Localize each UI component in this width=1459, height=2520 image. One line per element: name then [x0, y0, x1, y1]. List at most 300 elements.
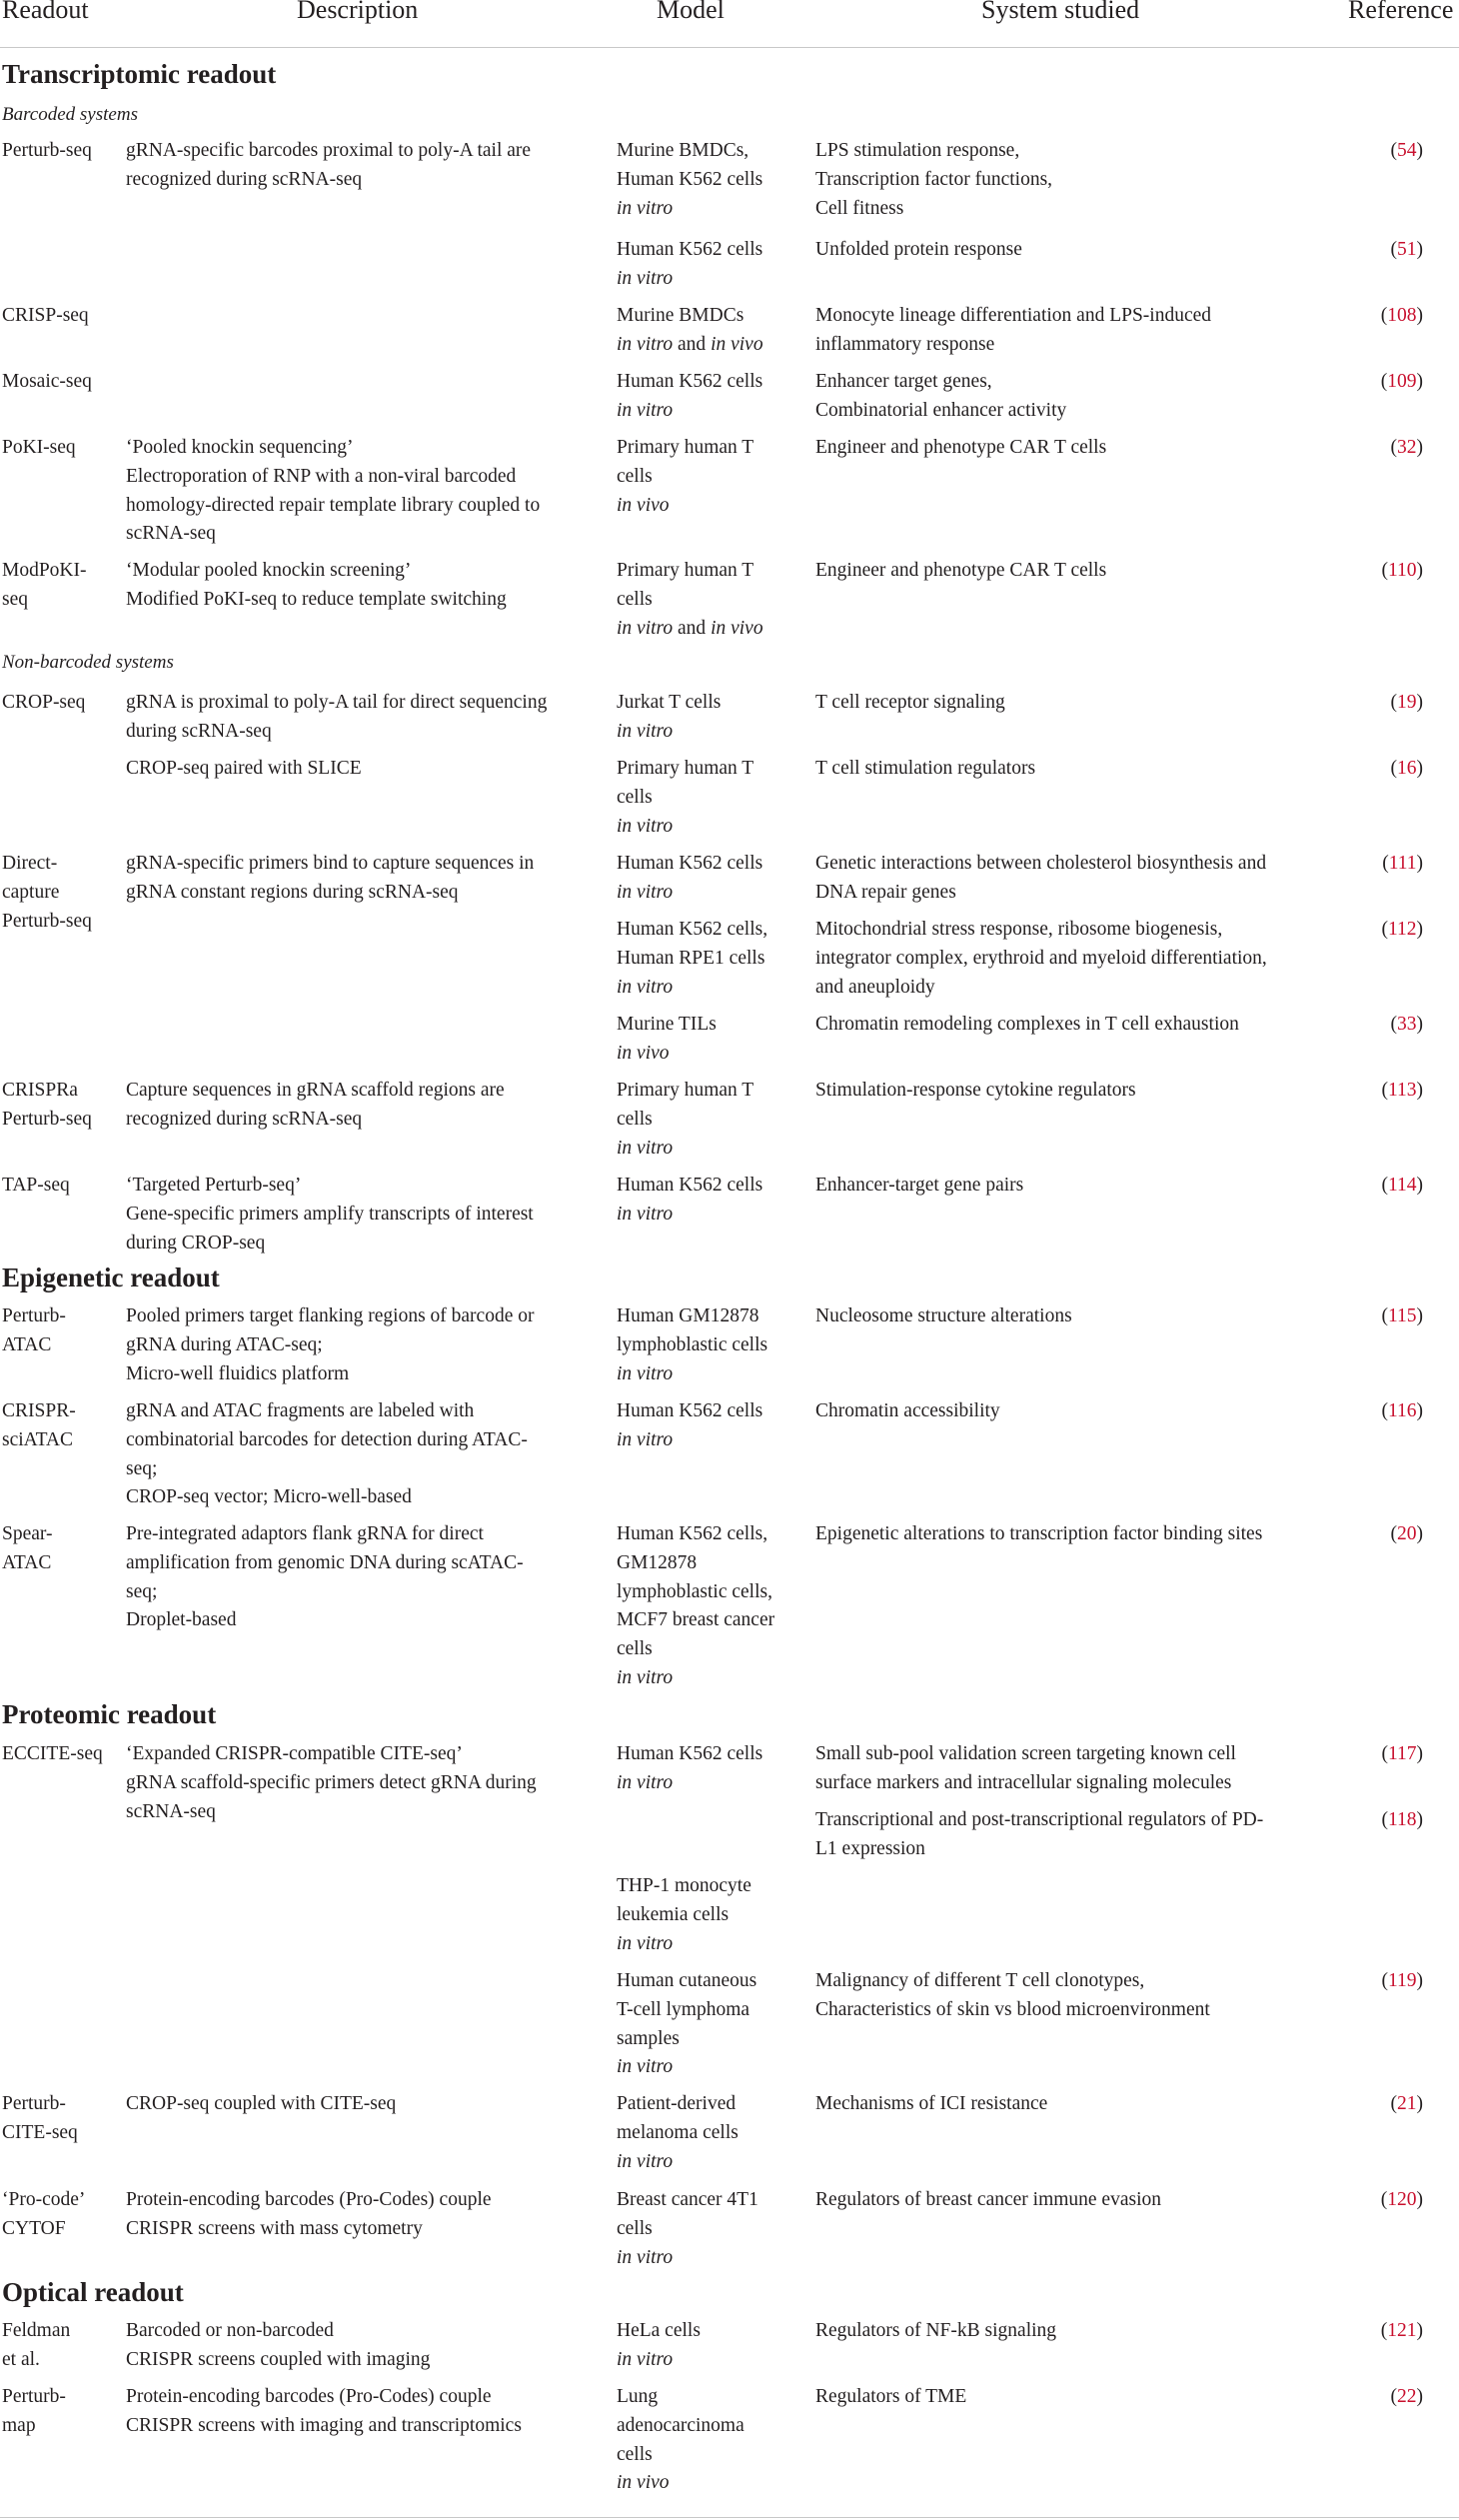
reference-number[interactable]: 51: [1397, 239, 1417, 260]
reference-link[interactable]: [1391, 1520, 1424, 1549]
paren-open: (: [1381, 1400, 1388, 1421]
table-bottom-rule: [0, 2517, 1459, 2518]
desc-line: Micro-well fluidics platform: [126, 1362, 350, 1384]
reference-link[interactable]: [1391, 2383, 1424, 2412]
readout-line: CRISPRa: [2, 1080, 78, 1101]
reference-link[interactable]: [1381, 916, 1423, 945]
cell-desc: [126, 137, 531, 195]
reference-link[interactable]: [1381, 368, 1423, 397]
cell-system: [815, 434, 1106, 463]
readout-line: seq: [2, 588, 28, 610]
cell-model: [617, 1397, 762, 1455]
paren-close: ): [1416, 853, 1423, 874]
model-line: in vitro: [617, 1771, 674, 1793]
model-line: in vitro: [617, 2246, 674, 2268]
paren-open: (: [1390, 239, 1397, 260]
model-line: THP-1 monocyte: [617, 1875, 751, 1896]
cell-model: [617, 850, 762, 908]
readout-line: CITE-seq: [2, 2121, 78, 2143]
reference-link[interactable]: [1381, 1397, 1423, 1426]
cell-model: [617, 916, 767, 1002]
paren-close: ): [1416, 1175, 1423, 1196]
reference-number[interactable]: 115: [1387, 1305, 1417, 1326]
paren-close: ): [1416, 140, 1423, 161]
reference-link[interactable]: [1391, 689, 1424, 718]
desc-line: homology-directed repair template library coupled to: [126, 494, 541, 516]
system-line: Stimulation-response cytokine regulators: [815, 1080, 1136, 1101]
desc-line: Pre-integrated adaptors flank gRNA for direct: [126, 1523, 484, 1544]
paren-close: ): [1416, 2093, 1423, 2114]
system-line: Engineer and phenotype CAR T cells: [815, 560, 1107, 581]
paren-close: ): [1416, 1305, 1423, 1326]
system-line: Regulators of breast cancer immune evasion: [815, 2189, 1162, 2210]
desc-line: CRISPR screens coupled with imaging: [126, 2348, 431, 2370]
subsection-nonbarcoded: Non-barcoded systems: [2, 652, 174, 673]
cell-model: [617, 1872, 751, 1958]
cell-readout: [2, 2090, 78, 2148]
model-line: Human K562 cells: [617, 371, 763, 392]
readout-line: Perturb-: [2, 1305, 66, 1326]
paren-open: (: [1380, 305, 1388, 326]
desc-line: ‘Targeted Perturb-seq’: [126, 1175, 302, 1196]
model-line: Jurkat T cells: [617, 692, 722, 713]
reference-number[interactable]: 120: [1387, 2189, 1417, 2210]
reference-link[interactable]: [1381, 557, 1423, 586]
reference-link[interactable]: [1381, 1172, 1423, 1201]
system-line: surface markers and intracellular signaling molecules: [815, 1771, 1232, 1793]
model-line: melanoma cells: [617, 2121, 738, 2143]
reference-link[interactable]: [1381, 2317, 1423, 2346]
reference-number[interactable]: 22: [1397, 2386, 1417, 2407]
cell-system: [815, 302, 1211, 360]
reference-number[interactable]: 117: [1387, 1743, 1417, 1764]
cell-model: [617, 434, 753, 520]
cell-desc: [126, 850, 534, 908]
cell-readout: [2, 2317, 70, 2375]
system-line: Genetic interactions between cholesterol biosynthesis and: [815, 853, 1267, 874]
reference-link[interactable]: [1381, 1740, 1423, 1769]
model-line: in vitro: [617, 2056, 674, 2078]
reference-link[interactable]: [1381, 1967, 1423, 1996]
cell-model: [617, 1967, 756, 2082]
cell-model: [617, 1740, 762, 1798]
model-line: in vitro: [617, 1362, 674, 1384]
cell-desc: [126, 689, 547, 747]
system-line: Combinatorial enhancer activity: [815, 399, 1067, 421]
model-line: in vivo: [617, 2472, 670, 2494]
model-line: samples: [617, 2027, 680, 2049]
paren-close: ): [1416, 2320, 1423, 2341]
readout-line: CRISP-seq: [2, 305, 89, 326]
system-line: Regulators of NF-kB signaling: [815, 2320, 1057, 2341]
system-line: Chromatin accessibility: [815, 1400, 1000, 1421]
cell-system: [815, 916, 1267, 1002]
model-line: lymphoblastic cells,: [617, 1580, 772, 1602]
cell-model: [617, 1520, 774, 1693]
paren-open: (: [1382, 853, 1389, 874]
readout-line: CRISPR-: [2, 1400, 76, 1421]
reference-link[interactable]: [1391, 434, 1424, 463]
model-line: in vitro: [617, 815, 674, 837]
cell-system: [815, 850, 1266, 908]
reference-link[interactable]: [1381, 302, 1423, 331]
paren-close: ): [1416, 437, 1423, 458]
paren-open: (: [1390, 758, 1397, 779]
paren-open: (: [1381, 919, 1388, 940]
system-line: Regulators of TME: [815, 2386, 967, 2407]
paren-open: (: [1381, 1080, 1388, 1101]
reference-link[interactable]: [1391, 1011, 1424, 1040]
model-line: Human K562 cells: [617, 853, 763, 874]
reference-number[interactable]: 121: [1387, 2320, 1417, 2341]
model-line: Murine BMDCs,: [617, 140, 749, 161]
system-line: Mechanisms of ICI resistance: [815, 2093, 1048, 2114]
desc-line: CRISPR screens with mass cytometry: [126, 2217, 423, 2239]
readout-line: ATAC: [2, 1551, 52, 1573]
cell-desc: [126, 1520, 524, 1635]
reference-link[interactable]: [1391, 755, 1424, 784]
cell-readout: [2, 2186, 85, 2244]
reference-number[interactable]: 116: [1387, 1400, 1417, 1421]
paren-open: (: [1390, 2093, 1397, 2114]
model-line: in vivo: [617, 494, 670, 516]
readout-line: CROP-seq: [2, 692, 86, 713]
desc-line: gRNA during ATAC-seq;: [126, 1333, 323, 1355]
reference-link[interactable]: [1382, 850, 1423, 879]
desc-line: amplification from genomic DNA during scATAC-: [126, 1551, 524, 1573]
paren-open: (: [1390, 1014, 1397, 1035]
reference-number[interactable]: 119: [1387, 1970, 1417, 1991]
model-line: in vitro: [617, 2150, 674, 2172]
cell-readout: [2, 689, 85, 718]
paren-open: (: [1381, 1175, 1388, 1196]
readout-line: et al.: [2, 2348, 40, 2370]
system-line: inflammatory response: [815, 333, 995, 355]
model-line: Primary human T: [617, 560, 754, 581]
paren-close: ): [1416, 1080, 1423, 1101]
cell-readout: [2, 137, 92, 166]
system-line: LPS stimulation response,: [815, 140, 1020, 161]
desc-line: scRNA-seq: [126, 1800, 216, 1822]
model-line: Human K562 cells,: [617, 919, 768, 940]
cell-model: [617, 1172, 762, 1230]
header-system: System studied: [981, 0, 1140, 24]
cell-readout: [2, 1172, 70, 1201]
cell-desc: [126, 1302, 534, 1388]
model-line: in vitro: [617, 881, 674, 903]
desc-line: recognized during scRNA-seq: [126, 168, 363, 190]
paren-open: (: [1381, 560, 1388, 581]
reference-number[interactable]: 54: [1397, 140, 1417, 161]
model-line: Lung: [617, 2386, 659, 2407]
cell-model: [617, 137, 762, 223]
subsection-barcoded: Barcoded systems: [2, 104, 138, 125]
cell-model: [617, 1077, 753, 1163]
model-line: Human K562 cells: [617, 1400, 763, 1421]
model-line: lymphoblastic cells: [617, 1333, 768, 1355]
cell-system: [815, 1740, 1236, 1798]
header-model: Model: [657, 0, 725, 24]
system-line: T cell receptor signaling: [815, 692, 1005, 713]
model-line: in vitro: [617, 1428, 674, 1450]
paren-close: ): [1416, 371, 1423, 392]
model-line: Human K562 cells: [617, 1175, 763, 1196]
system-line: DNA repair genes: [815, 881, 956, 903]
reference-number[interactable]: 19: [1397, 692, 1417, 713]
desc-line: CROP-seq paired with SLICE: [126, 758, 362, 779]
model-line: in vitro: [617, 2348, 674, 2370]
model-line: GM12878: [617, 1551, 698, 1573]
reference-number[interactable]: 21: [1397, 2093, 1417, 2114]
cell-system: [815, 2383, 966, 2412]
desc-line: Modified PoKI-seq to reduce template switching: [126, 588, 507, 610]
model-line: Human K562 cells,: [617, 1523, 768, 1544]
model-line: in vitro: [617, 399, 674, 421]
paren-close: ): [1416, 560, 1423, 581]
system-line: Nucleosome structure alterations: [815, 1305, 1072, 1326]
cell-desc: [126, 2317, 430, 2375]
paren-open: (: [1381, 1305, 1388, 1326]
model-line: Human RPE1 cells: [617, 947, 765, 969]
model-line: Human cutaneous: [617, 1970, 757, 1991]
cell-readout: [2, 1520, 53, 1578]
reference-number[interactable]: 32: [1397, 437, 1417, 458]
header-description: Description: [297, 0, 419, 24]
paren-close: ): [1416, 239, 1423, 260]
paren-close: ): [1416, 2386, 1423, 2407]
cell-desc: [126, 1077, 505, 1135]
desc-line: gRNA and ATAC fragments are labeled with: [126, 1400, 475, 1421]
model-line: cells: [617, 1638, 653, 1660]
cell-readout: [2, 1397, 76, 1455]
system-line: Cell fitness: [815, 197, 904, 219]
model-line: in vitro: [617, 267, 674, 289]
section-transcriptomic: Transcriptomic readout: [2, 59, 277, 89]
model-line: cells: [617, 786, 653, 808]
model-line: Murine BMDCs: [617, 305, 744, 326]
paren-open: (: [1381, 1809, 1388, 1830]
readout-line: ECCITE-seq: [2, 1743, 103, 1764]
reference-number[interactable]: 16: [1397, 758, 1417, 779]
cell-model: [617, 2186, 758, 2272]
model-line: Primary human T: [617, 758, 754, 779]
paren-close: ): [1416, 1743, 1423, 1764]
desc-line: CRISPR screens with imaging and transcriptomics: [126, 2414, 522, 2436]
paren-close: ): [1416, 1014, 1423, 1035]
reference-link[interactable]: [1381, 1077, 1423, 1106]
paren-close: ): [1416, 1523, 1423, 1544]
readout-line: Perturb-seq: [2, 140, 92, 161]
cell-system: [815, 137, 1052, 223]
system-line: Chromatin remodeling complexes in T cell exhaustion: [815, 1014, 1239, 1035]
model-line: Human GM12878: [617, 1305, 759, 1326]
cell-readout: [2, 302, 89, 331]
reference-link[interactable]: [1391, 236, 1424, 265]
cell-system: [815, 1077, 1136, 1106]
model-line: Primary human T: [617, 1080, 754, 1101]
readout-line: CYTOF: [2, 2217, 66, 2239]
system-line: T cell stimulation regulators: [815, 758, 1036, 779]
cell-system: [815, 689, 1005, 718]
reference-link[interactable]: [1391, 137, 1424, 166]
cell-system: [815, 236, 1022, 265]
cell-desc: [126, 2090, 396, 2119]
paren-close: ): [1416, 758, 1423, 779]
reference-number[interactable]: 111: [1388, 853, 1417, 874]
system-line: Transcriptional and post-transcriptional regulators of PD-: [815, 1809, 1264, 1830]
desc-line: Capture sequences in gRNA scaffold regions are: [126, 1080, 505, 1101]
cell-readout: [2, 1740, 103, 1769]
desc-line: seq;: [126, 1457, 158, 1479]
cell-model: [617, 302, 763, 360]
cell-desc: [126, 1397, 528, 1512]
system-line: L1 expression: [815, 1837, 925, 1859]
desc-line: Protein-encoding barcodes (Pro-Codes) couple: [126, 2386, 492, 2407]
desc-line: gRNA-specific barcodes proximal to poly-A tail are: [126, 140, 532, 161]
cell-system: [815, 1397, 1000, 1426]
desc-line: scRNA-seq: [126, 523, 216, 545]
readout-line: Perturb-: [2, 2386, 66, 2407]
desc-line: during scRNA-seq: [126, 720, 272, 742]
reference-number[interactable]: 109: [1387, 371, 1417, 392]
paren-close: ): [1416, 1400, 1423, 1421]
section-epigenetic: Epigenetic readout: [2, 1262, 220, 1292]
system-line: Characteristics of skin vs blood microenvironment: [815, 1998, 1210, 2020]
reference-number[interactable]: 118: [1387, 1809, 1417, 1830]
cell-model: [617, 236, 762, 294]
model-line: T-cell lymphoma: [617, 1998, 750, 2020]
model-line: HeLa cells: [617, 2320, 701, 2341]
reference-number[interactable]: 108: [1387, 305, 1417, 326]
reference-number[interactable]: 114: [1387, 1175, 1417, 1196]
system-line: Epigenetic alterations to transcription factor binding sites: [815, 1523, 1263, 1544]
desc-line: Electroporation of RNP with a non-viral barcoded: [126, 465, 517, 487]
cell-model: [617, 557, 763, 643]
model-line: Primary human T: [617, 437, 754, 458]
model-line: Breast cancer 4T1: [617, 2189, 758, 2210]
cell-model: [617, 368, 762, 426]
model-line: in vitro: [617, 1203, 674, 1225]
model-line: in vitro and in vivo: [617, 617, 763, 639]
readout-line: ‘Pro-code’: [2, 2189, 86, 2210]
paren-open: (: [1381, 1743, 1388, 1764]
model-line: cells: [617, 2217, 653, 2239]
model-line: MCF7 breast cancer: [617, 1609, 775, 1631]
paren-open: (: [1390, 140, 1397, 161]
readout-line: capture: [2, 881, 60, 903]
readout-line: PoKI-seq: [2, 437, 76, 458]
cell-system: [815, 1967, 1210, 2025]
cell-system: [815, 1172, 1023, 1201]
cell-system: [815, 1520, 1262, 1549]
header-reference: Reference: [1348, 0, 1454, 24]
cell-readout: [2, 1077, 92, 1135]
cell-readout: [2, 368, 92, 397]
paren-open: (: [1390, 2386, 1397, 2407]
cell-model: [617, 2090, 738, 2176]
section-proteomic: Proteomic readout: [2, 1699, 217, 1729]
system-line: Small sub-pool validation screen targeting known cell: [815, 1743, 1236, 1764]
reference-number[interactable]: 33: [1397, 1014, 1417, 1035]
readout-line: Perturb-seq: [2, 910, 92, 932]
readout-line: Feldman: [2, 2320, 71, 2341]
cell-system: [815, 2090, 1047, 2119]
model-line: Murine TILs: [617, 1014, 717, 1035]
model-line: in vitro and in vivo: [617, 333, 763, 355]
cell-system: [815, 557, 1106, 586]
cell-desc: [126, 1740, 537, 1826]
desc-line: gRNA constant regions during scRNA-seq: [126, 881, 459, 903]
cell-system: [815, 2186, 1161, 2215]
desc-line: Droplet-based: [126, 1609, 237, 1631]
model-line: in vitro: [617, 720, 674, 742]
cell-readout: [2, 850, 92, 936]
cell-readout: [2, 557, 87, 615]
system-line: and aneuploidy: [815, 976, 935, 998]
desc-line: seq;: [126, 1580, 158, 1602]
cell-model: [617, 2383, 744, 2498]
reference-link[interactable]: [1381, 1302, 1423, 1331]
system-line: Engineer and phenotype CAR T cells: [815, 437, 1107, 458]
header-readout: Readout: [2, 0, 89, 24]
paren-close: ): [1416, 2189, 1423, 2210]
system-line: Mitochondrial stress response, ribosome biogenesis,: [815, 919, 1223, 940]
cell-model: [617, 2317, 701, 2375]
cell-system: [815, 368, 1066, 426]
cell-model: [617, 1011, 717, 1069]
cell-model: [617, 755, 753, 841]
reference-number[interactable]: 20: [1397, 1523, 1417, 1544]
model-line: leukemia cells: [617, 1903, 730, 1925]
cell-readout: [2, 2383, 66, 2441]
model-line: in vitro: [617, 1932, 674, 1954]
model-line: in vitro: [617, 976, 674, 998]
desc-line: CROP-seq vector; Micro-well-based: [126, 1486, 412, 1508]
reference-link[interactable]: [1391, 2090, 1424, 2119]
desc-line: during CROP-seq: [126, 1232, 266, 1254]
readout-line: map: [2, 2414, 36, 2436]
model-line: in vitro: [617, 1137, 674, 1159]
paren-close: ): [1416, 1970, 1423, 1991]
reference-link[interactable]: [1381, 2186, 1423, 2215]
system-line: Transcription factor functions,: [815, 168, 1053, 190]
readout-line: ATAC: [2, 1333, 52, 1355]
reference-link[interactable]: [1381, 1806, 1423, 1835]
cell-system: [815, 1011, 1239, 1040]
model-line: Patient-derived: [617, 2093, 736, 2114]
cell-system: [815, 2317, 1056, 2346]
paren-close: ): [1416, 692, 1423, 713]
reference-number[interactable]: 110: [1387, 560, 1417, 581]
desc-line: Gene-specific primers amplify transcripts of interest: [126, 1203, 534, 1225]
section-optical: Optical readout: [2, 2277, 184, 2307]
paren-open: (: [1380, 2189, 1388, 2210]
readout-line: Perturb-seq: [2, 1108, 92, 1130]
cell-model: [617, 1302, 767, 1388]
paren-close: ): [1416, 919, 1423, 940]
reference-number[interactable]: 113: [1387, 1080, 1417, 1101]
model-line: in vitro: [617, 1666, 674, 1688]
desc-line: combinatorial barcodes for detection during ATAC-: [126, 1428, 528, 1450]
cell-readout: [2, 1302, 66, 1360]
cell-system: [815, 1806, 1263, 1864]
cell-desc: [126, 434, 540, 549]
desc-line: ‘Modular pooled knockin screening’: [126, 560, 412, 581]
paren-close: ): [1416, 1809, 1423, 1830]
paren-open: (: [1390, 1523, 1397, 1544]
readout-line: Spear-: [2, 1523, 53, 1544]
reference-number[interactable]: 112: [1387, 919, 1417, 940]
